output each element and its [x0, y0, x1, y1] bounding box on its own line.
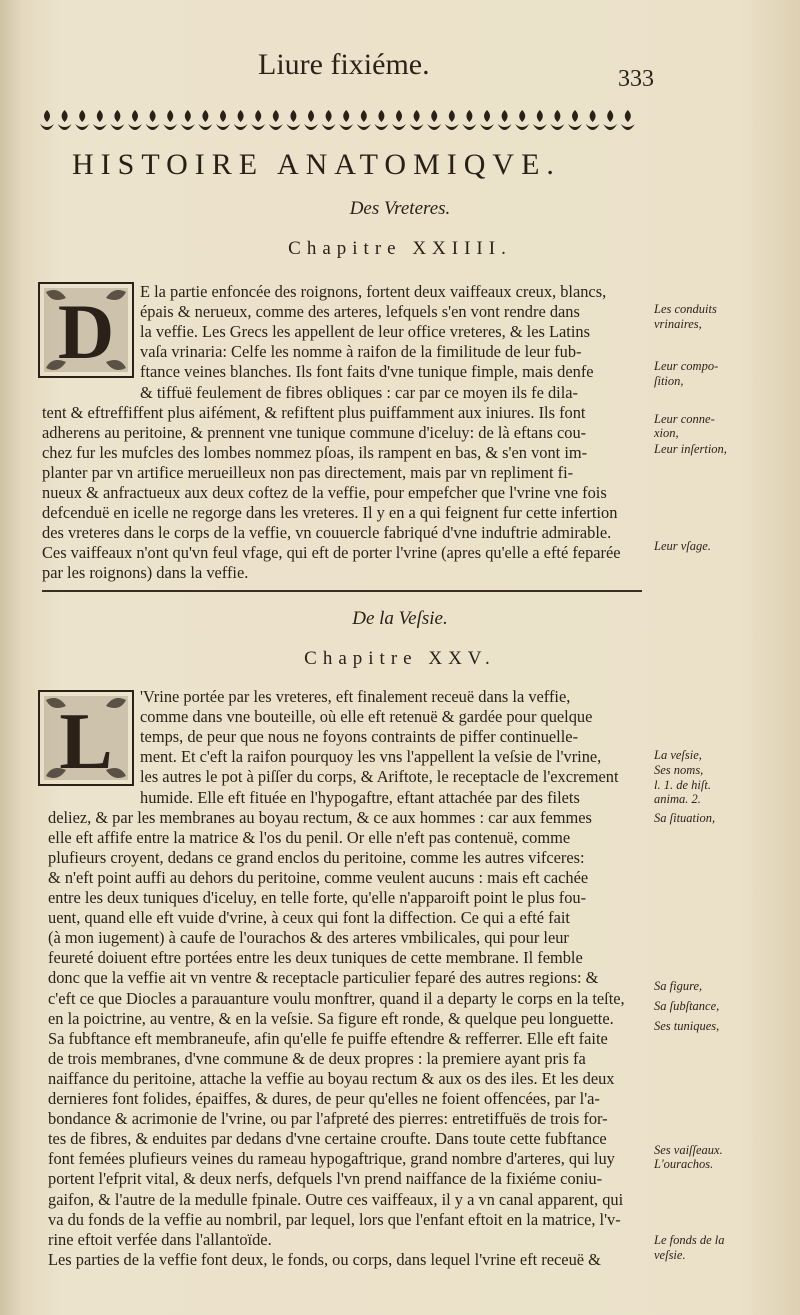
section2-line: dernieres font folides, épaiffes, & dures, de peur qu'elles ne foient offencées, par l'a- — [48, 1089, 600, 1108]
margin-note: Ses tuniques, — [654, 1019, 720, 1033]
margin-note: veſsie. — [654, 1248, 686, 1262]
section1-line: par les roignons) dans la veffie. — [42, 563, 249, 583]
margin-note: Leur conne- — [654, 412, 715, 426]
section1-line: vaſa vrinaria: Celfe les nomme à raifon de la fimilitude de leur fub- — [140, 342, 582, 362]
section2-line: feureté doiuent eftre portées entre les deux tuniques de cette membrane. Il femble — [48, 948, 583, 968]
section1-line: tent & eftreffiffent plus aifément, & refiftent plus puiffamment aux iniures. Ils font — [42, 402, 586, 422]
section2-line: ment. Et c'eft la raifon pourquoy les vns l'appellent la veſsie de l'vrine, — [140, 747, 602, 767]
section1-line: nueux & anfractueux aux deux coftez de la veffie, pour empefcher que l'vrine vne fois — [42, 483, 607, 502]
section-title-ureteres: Des Vreteres. — [349, 198, 451, 219]
margin-note: Leur inſertion, — [654, 442, 727, 456]
section2-line: rine eftoit verfée dans l'allantoïde. — [48, 1229, 272, 1249]
section2-line: 'Vrine portée par les vreteres, eft finalement receuë dans la veffie, — [140, 687, 571, 706]
svg-text:L: L — [59, 698, 113, 786]
section2-line: Sa fubftance eft membraneufe, afin qu'elle fe puiffe eftendre & refferrer. Elle eft faite — [48, 1028, 608, 1048]
margin-note: vrinaires, — [654, 317, 702, 331]
section1-line: ftance veines blanches. Ils font faits d'vne tunique fimple, mais denfe — [140, 362, 594, 382]
section2-line: humide. Elle eft fituée en l'hypogaftre, eftant attachée par des filets — [140, 787, 580, 807]
margin-note: l. 1. de hiſt. — [654, 778, 711, 792]
section2-line: elle eft affife entre la matrice & l'os du penil. Or elle n'eft pas contenuë, comme — [48, 827, 571, 847]
margin-note: xion, — [654, 426, 679, 440]
section2-line: comme dans vne bouteille, où elle eft retenuë & gardée pour quelque — [140, 707, 593, 727]
section2-line: deliez, & par les membranes au boyau rectum, & ce aux hommes : car aux femmes — [48, 807, 592, 827]
section1-line: chez fur les mufcles des lombes nommez pſoas, ils rampent en bas, & s'en vont im- — [42, 442, 588, 462]
section2-line: donc que la veffie ait vn ventre & receptacle particulier feparé des autres regions: & — [48, 968, 599, 988]
section2-line: c'eft ce que Diocles a parauanture voulu monftrer, quand il a departy le corps en la teſte, — [48, 988, 625, 1008]
section2-line: en la poictrine, au ventre, & en la veſsie. Sa figure eft ronde, & quelque peu longuette. — [48, 1008, 614, 1028]
section1-line: adherens au peritoine, & prennent vne tunique commune d'iceluy: de là eftans cou- — [42, 422, 587, 442]
running-head: Liure fixiéme. — [258, 48, 430, 81]
margin-note: anima. 2. — [654, 792, 701, 806]
section2-line: portent l'efprit vital, & deux nerfs, defquels l'vn prend naiffance de la fixiéme coniu- — [48, 1169, 603, 1189]
chapter-heading-24: Chapitre XXIIII. — [288, 238, 512, 259]
section1-line: defcenduë en icelle ne regorge dans les vreteres. Il y en a qui feignent fur cette infertion — [42, 503, 618, 523]
section2-line: temps, de peur que nous ne foyons contraints de piffer continuelle- — [140, 727, 579, 747]
section2-line: uent, quand elle eft vuide d'vrine, à ceux qui font la diffection. Ce qui a efté fait — [48, 908, 570, 928]
section2-line: bondance & acrimonie de l'vrine, ou par l'afpreté des pierres: entretiffuës de trois for- — [48, 1109, 608, 1129]
section2-line: de trois membranes, d'vne commune & de deux propres : la premiere ayant pris fa — [48, 1048, 586, 1068]
svg-text:D: D — [57, 288, 115, 375]
section1-line: E la partie enfoncée des roignons, fortent deux vaiffeaux creux, blancs, — [140, 282, 607, 301]
section2-line: plufieurs croyent, dedans ce grand enclos du peritoine, comme les autres vifceres: — [48, 847, 585, 867]
section2-line: (à mon iugement) à caufe de l'ourachos & des arteres vmbilicales, qui pour leur — [48, 928, 569, 948]
ornament-band — [38, 106, 652, 140]
margin-note: Leur compo- — [654, 359, 719, 373]
section2-line: & n'eft point auffi au dehors du peritoine, comme veulent aucuns : mais eft cachée — [48, 867, 589, 887]
section1-line: épais & nerueux, comme des arteres, lefquels s'en vont rendre dans — [140, 302, 580, 322]
page-number: 333 — [618, 66, 654, 92]
drop-cap-d-ornament — [38, 282, 134, 378]
margin-note: Sa figure, — [654, 979, 703, 993]
section1-line: Ces vaiffeaux n'ont qu'vn feul vfage, qui eft de porter l'vrine (apres qu'elle a efté feparée — [42, 543, 621, 563]
margin-note: Ses vaiſſeaux. — [654, 1143, 723, 1157]
section1-line: des vreteres dans le corps de la veffie, vn couuercle fabriqué d'vne induftrie admirable. — [42, 523, 612, 543]
margin-note: Ses noms, — [654, 763, 704, 777]
margin-note: Sa ſituation, — [654, 811, 716, 825]
section-divider — [42, 590, 642, 592]
margin-note: La veſsie, — [654, 748, 702, 762]
chapter-heading-25: Chapitre XXV. — [304, 648, 496, 669]
margin-note: ſition, — [654, 374, 684, 388]
margin-note: L'ourachos. — [654, 1157, 714, 1171]
main-title: HISTOIRE ANATOMIQVE. — [72, 148, 561, 181]
section2-line: naiffance du peritoine, attache la veffie au boyau rectum & aux os des iles. Et les deux — [48, 1068, 615, 1088]
margin-note: Le fonds de la — [654, 1233, 725, 1247]
margin-note: Sa ſubſtance, — [654, 999, 720, 1013]
section2-line: va du fonds de la veffie au nombril, par lequel, lors que l'enfant eftoit en la matrice, l'v- — [48, 1209, 621, 1229]
margin-note: Les conduits — [654, 302, 717, 316]
section2-line: entre les deux tuniques d'iceluy, en telle forte, qu'elle n'apparoift point le plus fou- — [48, 888, 587, 907]
section2-line: font femées plufieurs veines du rameau hypogaftrique, grand nombre d'arteres, qui luy — [48, 1149, 615, 1169]
section2-line: Les parties de la veffie font deux, le fonds, ou corps, dans lequel l'vrine eft receuë & — [48, 1249, 601, 1269]
section-title-vessie: De la Veſsie. — [352, 608, 448, 629]
margin-note: Leur vſage. — [654, 539, 711, 553]
section1-line: planter par vn artifice merueilleux non pas directement, mais par vn repliment fi- — [42, 462, 574, 482]
section1-line: & tiffuë feulement de fibres obliques : car par ce moyen ils fe dila- — [140, 382, 578, 402]
section2-line: gaifon, & l'autre de la medulle fpinale. Outre ces vaiffeaux, il y a vn canal apparent, qui — [48, 1189, 624, 1209]
section2-line: les autres le pot à piſſer du corps, & Ariftote, le receptacle de l'excrement — [140, 767, 619, 787]
section2-line: tes de fibres, & enduites par dedans d'vne certaine croufte. Dans toute cette fubftance — [48, 1129, 607, 1149]
drop-cap-l-ornament — [38, 690, 134, 786]
section1-line: la veffie. Les Grecs les appellent de leur office vreteres, & les Latins — [140, 322, 590, 342]
